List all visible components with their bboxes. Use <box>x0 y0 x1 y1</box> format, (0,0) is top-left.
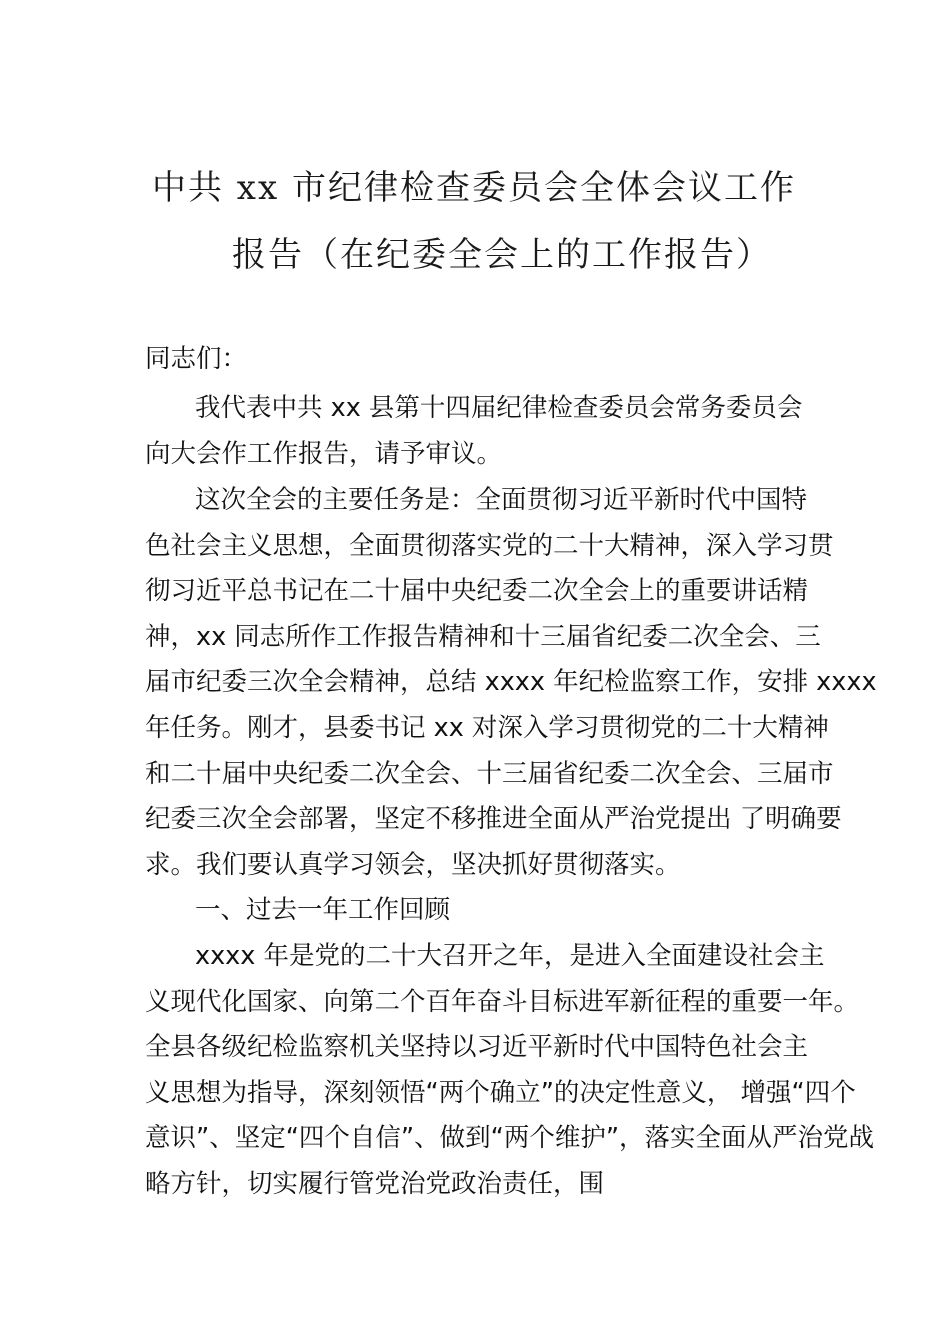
body-line: 全县各级纪检监察机关坚持以习近平新时代中国特色社会主 <box>145 1032 809 1062</box>
salutation: 同志们： <box>145 344 248 374</box>
body-line: 意识”、坚定“四个自信”、做到“两个维护”，落实全面从严治党战 <box>145 1123 875 1153</box>
document-title-line-2: 报告（在纪委全会上的工作报告） <box>232 235 772 275</box>
body-line: 纪委三次全会部署，坚定不移推进全面从严治党提出 了明确要 <box>145 804 842 834</box>
section-heading: 一、过去一年工作回顾 <box>195 895 451 925</box>
body-line: 神，xx 同志所作工作报告精神和十三届省纪委二次全会、三 <box>145 622 821 652</box>
body-line: 义思想为指导，深刻领悟“两个确立”的决定性意义， 增强“四个 <box>145 1078 856 1108</box>
body-line: 彻习近平总书记在二十届中央纪委二次全会上的重要讲话精 <box>145 576 809 606</box>
document-title-line-1: 中共 xx 市纪律检查委员会全体会议工作 <box>152 168 796 208</box>
body-line: xxxx 年是党的二十大召开之年，是进入全面建设社会主 <box>195 941 825 971</box>
body-line: 届市纪委三次全会精神，总结 xxxx 年纪检监察工作，安排 xxxx <box>145 667 877 697</box>
body-line: 和二十届中央纪委二次全会、十三届省纪委二次全会、三届市 <box>145 759 834 789</box>
body-line: 义现代化国家、向第二个百年奋斗目标进军新征程的重要一年。 <box>145 987 860 1017</box>
body-line: 色社会主义思想，全面贯彻落实党的二十大精神，深入学习贯 <box>145 531 834 561</box>
body-line: 年任务。刚才，县委书记 xx 对深入学习贯彻党的二十大精神 <box>145 713 829 743</box>
body-line: 求。我们要认真学习领会，坚决抓好贯彻落实。 <box>145 850 681 880</box>
body-line: 略方针，切实履行管党治党政治责任，围 <box>145 1169 605 1199</box>
body-line: 向大会作工作报告，请予审议。 <box>145 439 503 469</box>
body-line: 这次全会的主要任务是：全面贯彻习近平新时代中国特 <box>195 485 808 515</box>
body-line: 我代表中共 xx 县第十四届纪律检查委员会常务委员会 <box>195 393 803 423</box>
